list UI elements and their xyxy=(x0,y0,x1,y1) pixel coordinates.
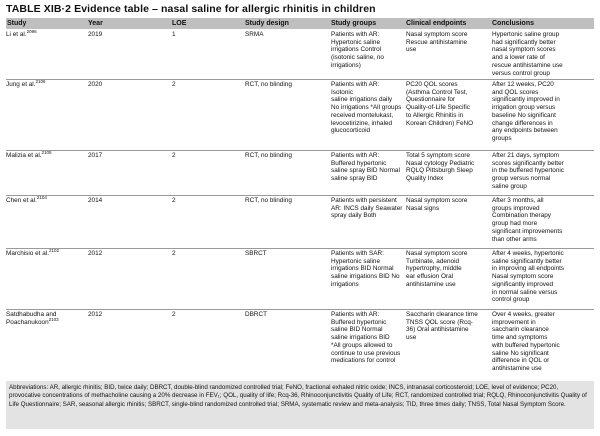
reference-number: 2102 xyxy=(48,248,59,253)
conclusions-cell: After 12 weeks, PC20 and QOL scores significantly improved in irrigation group versus baseline No significant change differences in any endpoints between groups xyxy=(492,81,560,142)
column-header-clinical-endpoints: Clinical endpoints xyxy=(406,20,467,27)
conclusions-cell: After 4 weeks, hypertonic saline significantly better in improving all endpoints Nasal symptom score significantly improved in normal saline versus control group xyxy=(492,250,565,304)
row-divider xyxy=(6,79,594,80)
loe-cell: 2 xyxy=(172,311,176,318)
endpoints-cell: Nasal symptom score Rescue antihistamine use xyxy=(406,31,468,54)
column-header-year: Year xyxy=(88,20,103,27)
loe-cell: 2 xyxy=(172,197,176,204)
reference-number: 2103 xyxy=(48,316,59,322)
study-cell xyxy=(6,250,84,258)
year-cell: 2012 xyxy=(88,250,103,257)
column-header-study-design: Study design xyxy=(245,20,289,27)
study-cell xyxy=(6,197,84,205)
design-cell: RCT, no blinding xyxy=(245,81,292,88)
year-cell: 2017 xyxy=(88,152,103,159)
endpoints-cell: Nasal symptom score Turbinate, adenoid hypertrophy, middle ear effusion Oral antihistamine use xyxy=(406,250,468,288)
reference-number: 2096 xyxy=(26,29,37,34)
study-name: Marchisio et al. xyxy=(6,250,49,257)
design-cell: SRMA xyxy=(245,31,264,38)
design-cell: SBRCT xyxy=(245,250,267,257)
abbreviations-text: Abbreviations: AR, allergic rhinitis; BID, twice daily; DBRCT, double-blind randomized controlled trial; FeNO, fractional exhaled nitric oxide; INCS, intranasal corticosteroid; LOE, level of evidence; PC20, provocative concentrations of methacholine causing a 20% decrease in FEV₁; QOL, quality of life; Rcq-36, Rhinoconjunctivitis Quality of Life; RCT, randomized controlled trial; RQLQ, Rhinoconjunctivitis Quality of Life Questionnaire; SAR, seasonal allergic rhinitis; SBRCT, single-blind randomized controlled trial; SRMA, systematic review and meta-analysis; TID, three times daily; TNSS, Total Nasal Symptom Score. xyxy=(9,384,587,408)
conclusions-cell: Hypertonic saline group had significantly better nasal symptom scores and a lower rate of rescue antihistamine use versus control group xyxy=(492,31,563,77)
endpoints-cell: PC20 QOL scores (Asthma Control Test, Questionnaire for Quality-of-Life Specific to Allergic Rhinitis in Korean Children) FeNO xyxy=(406,81,474,127)
column-header-study-groups: Study groups xyxy=(331,20,377,27)
groups-cell: Patients with SAR: Hypertonic saline irrigations BID Normal saline irrigations BID No irrigations xyxy=(331,250,400,288)
study-name: Chen et al. xyxy=(6,197,37,204)
row-divider xyxy=(6,195,594,196)
design-cell: DBRCT xyxy=(245,311,268,318)
row-divider xyxy=(6,309,594,310)
groups-cell: Patients with AR: Hypertonic saline irrigations Control (isotonic saline, no irrigations) xyxy=(331,31,384,69)
study-cell xyxy=(6,152,84,160)
study-cell xyxy=(6,81,84,89)
reference-number: 2104 xyxy=(36,195,47,200)
table-header xyxy=(6,18,594,29)
design-cell: RCT, no blinding xyxy=(245,152,292,159)
study-name: Malizia et al. xyxy=(6,152,42,159)
row-divider xyxy=(6,150,594,151)
loe-cell: 2 xyxy=(172,152,176,159)
loe-cell: 2 xyxy=(172,250,176,257)
conclusions-cell: Over 4 weeks, greater improvement in saccharin clearance time and symptoms with buffered hypertonic saline No significant difference in QOL or antihistamine use xyxy=(492,311,560,372)
study-name: Satdhabudha and Poachanukoon xyxy=(6,311,57,326)
study-name: Jung et al. xyxy=(6,81,36,88)
year-cell: 2012 xyxy=(88,311,103,318)
abbreviations-footer xyxy=(6,381,594,429)
endpoints-cell: Saccharin clearance time TNSS QOL score (Rcq- 36) Oral antihistamine use xyxy=(406,311,478,342)
design-cell: RCT, no blinding xyxy=(245,197,292,204)
study-cell xyxy=(6,311,84,326)
conclusions-cell: After 21 days, symptom scores significantly better in the buffered hypertonic group versus normal saline group xyxy=(492,152,565,190)
endpoints-cell: Total 5 symptom score Nasal cytology Pediatric RQLQ Pittsburgh Sleep Quality Index xyxy=(406,152,475,183)
column-header-study: Study xyxy=(7,20,27,27)
year-cell: 2014 xyxy=(88,197,103,204)
loe-cell: 2 xyxy=(172,81,176,88)
study-name: Li et al. xyxy=(6,31,27,38)
groups-cell: Patients with AR: Isotonic saline irrigations daily No irrigations *All groups received montelukast, levocetirizine, inhaled glucocorticoid xyxy=(331,81,402,135)
endpoints-cell: Nasal symptom score Nasal signs xyxy=(406,197,468,212)
column-header-loe: LOE xyxy=(172,20,187,27)
groups-cell: Patients with AR: Buffered hypertonic saline BID Normal saline irrigations BID *All groups allowed to continue to use previous medications for control xyxy=(331,311,401,365)
year-cell: 2020 xyxy=(88,81,103,88)
groups-cell: Patients with AR: Buffered hypertonic saline spray BID Normal saline spray BID xyxy=(331,152,400,183)
study-cell xyxy=(6,31,84,39)
groups-cell: Patients with persistent AR: INCS daily Seawater spray daily Both xyxy=(331,197,403,220)
year-cell: 2019 xyxy=(88,31,103,38)
conclusions-cell: After 3 months, all groups improved Combination therapy group had more significant improvements than other arms xyxy=(492,197,563,243)
reference-number: 2105 xyxy=(41,150,52,155)
table-title: TABLE XIB·2 Evidence table – nasal saline for allergic rhinitis in children xyxy=(6,3,376,15)
row-divider xyxy=(6,248,594,249)
loe-cell: 1 xyxy=(172,31,176,38)
reference-number: 2106 xyxy=(35,79,46,84)
column-header-conclusions: Conclusions xyxy=(492,20,535,27)
